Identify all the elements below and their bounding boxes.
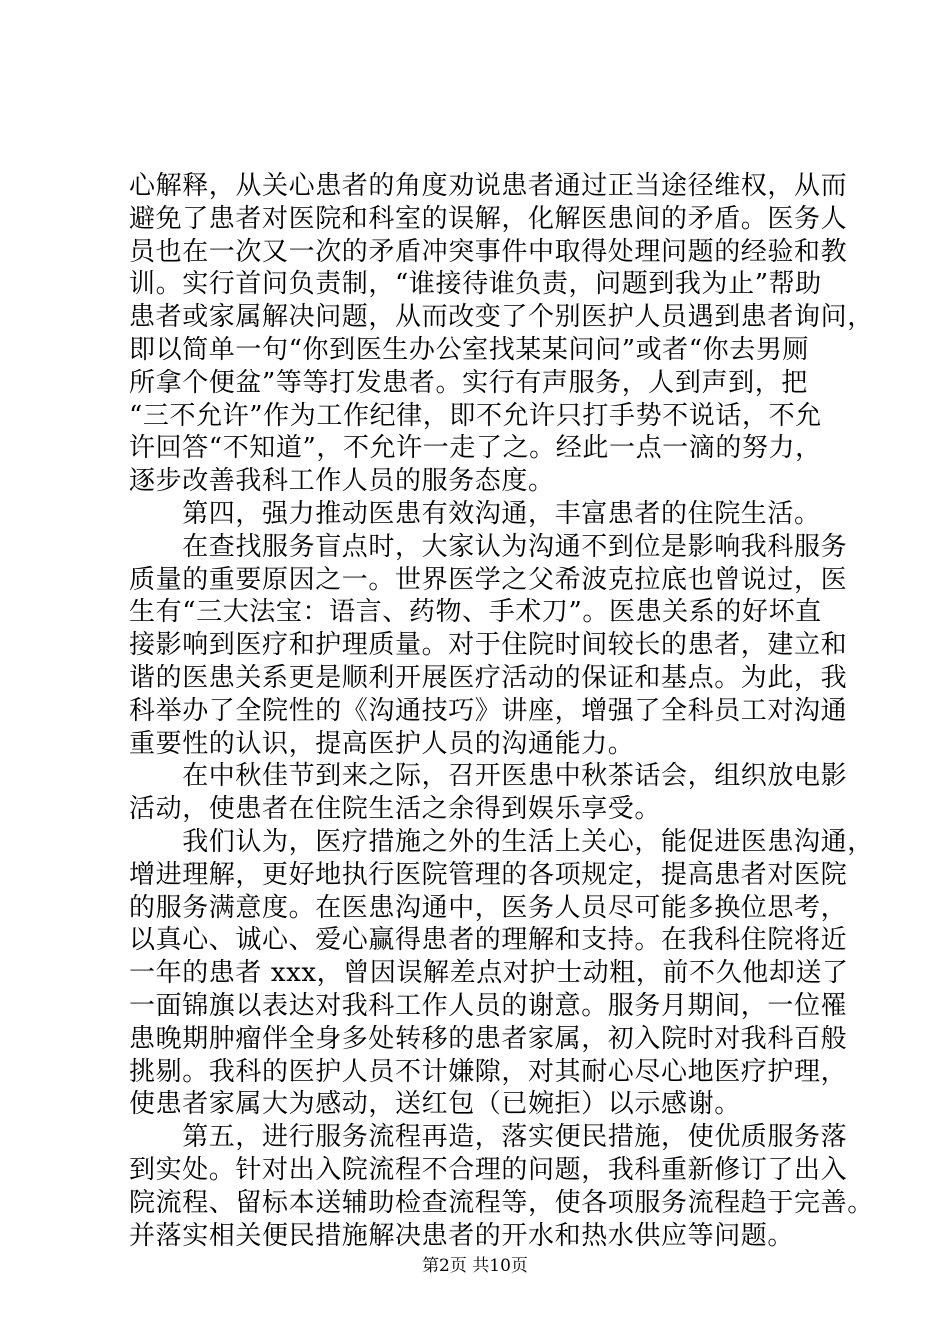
text-line: 增进理解，更好地执行医院管理的各项规定，提高患者对医院	[129, 859, 848, 890]
section-heading-line: 第五，进行服务流程再造，落实便民措施，使优质服务落	[129, 1122, 848, 1153]
text-line: 挑剔。我科的医护人员不计嫌隙，对其耐心尽心地医疗护理，	[129, 1056, 848, 1087]
text-line: 一年的患者 xxx，曾因误解差点对护士动粗，前不久他却送了	[129, 958, 849, 989]
text-line: 接影响到医疗和护理质量。对于住院时间较长的患者，建立和	[129, 630, 848, 661]
text-line: 使患者家属大为感动，送红包（已婉拒）以示感谢。	[129, 1089, 741, 1120]
text-line: 谐的医患关系更是顺利开展医疗活动的保证和基点。为此，我	[129, 662, 848, 693]
text-line: 质量的重要原因之一。世界医学之父希波克拉底也曾说过，医	[129, 564, 848, 595]
text-line: 的服务满意度。在医患沟通中，医务人员尽可能多换位思考，	[129, 892, 848, 923]
text-line: 并落实相关便民措施解决患者的开水和热水供应等问题。	[129, 1220, 795, 1251]
text-line: 以真心、诚心、爱心赢得患者的理解和支持。在我科住院将近	[129, 925, 848, 956]
text-line: “三不允许”作为工作纪律，即不允许只打手势不说话，不允	[129, 400, 822, 431]
text-line: 院流程、留标本送辅助检查流程等，使各项服务流程趋于完善。	[129, 1187, 874, 1218]
text-line: 患晚期肿瘤伴全身多处转移的患者家属，初入院时对我科百般	[129, 1023, 848, 1054]
text-line: 心解释，从关心患者的角度劝说患者通过正当途径维权，从而	[129, 171, 848, 201]
text-line: 重要性的认识，提高医护人员的沟通能力。	[129, 728, 635, 759]
text-line: 到实处。针对出入院流程不合理的问题，我科重新修订了出入	[129, 1154, 848, 1185]
text-line: 患者或家属解决问题，从而改变了个别医护人员遇到患者询问，	[129, 302, 874, 333]
text-line: 科举办了全院性的《沟通技巧》讲座，增强了全科员工对沟通	[129, 695, 848, 726]
page-footer	[0, 1256, 950, 1276]
text-line: 一面锦旗以表达对我科工作人员的谢意。服务月期间，一位罹	[129, 990, 848, 1021]
text-line: 训。实行首问负责制，“谁接待谁负责，问题到我为止”帮助	[129, 269, 822, 300]
document-body	[129, 170, 874, 1252]
text-line: 在中秋佳节到来之际，召开医患中秋茶话会，组织放电影	[129, 761, 848, 792]
text-line: 我们认为，医疗措施之外的生活上关心，能促进医患沟通，	[129, 826, 874, 857]
text-line: 所拿个便盆”等等打发患者。实行有声服务，人到声到，把	[129, 367, 808, 398]
text-line: 许回答“不知道”，不允许一走了之。经此一点一滴的努力，	[129, 433, 822, 464]
section-heading-line: 第四，强力推动医患有效沟通，丰富患者的住院生活。	[129, 498, 821, 529]
text-line: 生有“三大法宝：语言、药物、手术刀”。医患关系的好坏直	[129, 597, 822, 628]
page-number-label: 第2页 共10页	[422, 1256, 528, 1276]
text-line: 活动，使患者在住院生活之余得到娱乐享受。	[129, 794, 662, 825]
text-line: 在查找服务盲点时，大家认为沟通不到位是影响我科服务	[129, 531, 848, 562]
text-line: 员也在一次又一次的矛盾冲突事件中取得处理问题的经验和教	[129, 236, 848, 267]
text-line: 即以简单一句“你到医生办公室找某某问问”或者“你去男厕	[129, 334, 810, 365]
text-line: 避免了患者对医院和科室的误解，化解医患间的矛盾。医务人	[129, 203, 848, 234]
text-line: 逐步改善我科工作人员的服务态度。	[129, 466, 555, 497]
